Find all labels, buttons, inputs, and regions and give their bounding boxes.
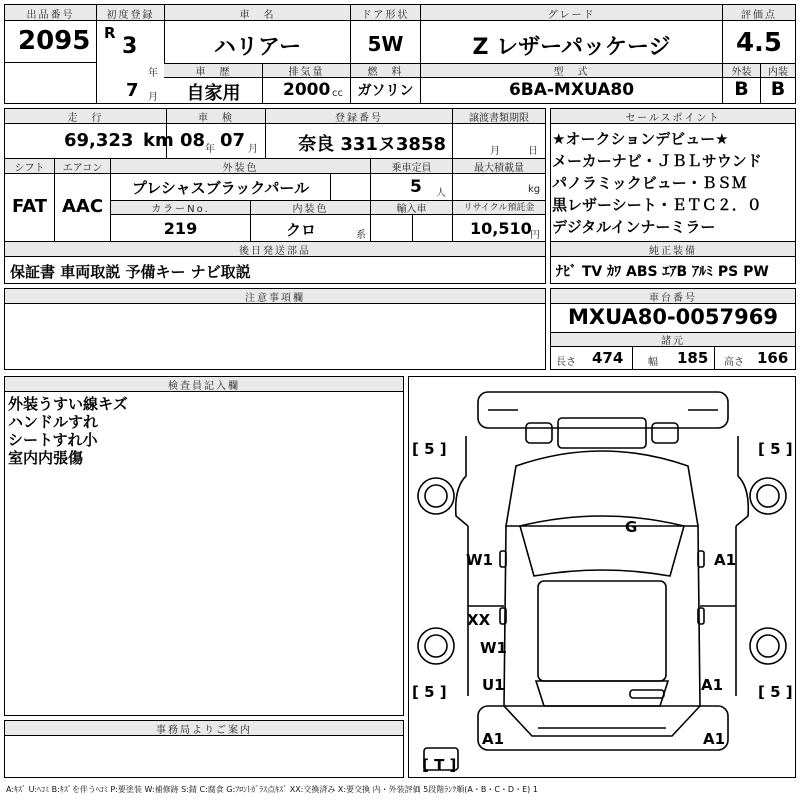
tire-fr-rating: [ 5 ] [758,440,793,458]
damage-code: A1 [701,676,724,694]
chassis-label: 車台番号 [649,293,697,304]
history: 自家用 [186,83,241,104]
height: 166 [757,349,789,367]
load-label: 最大積載量 [474,163,524,174]
grade-label: グレード [547,10,596,21]
ext-grade: B [734,78,749,100]
mileage-label: 走 行 [67,113,104,124]
damage-code: XX [467,611,491,629]
tire-rl-rating: [ 5 ] [412,683,447,701]
length: 474 [592,349,624,367]
history-label: 車 歴 [195,67,232,78]
lot-label: 出品番号 [26,10,75,21]
mileage-unit: km [143,130,174,151]
month-unit: 月 [148,92,158,103]
fuel-label: 燃 料 [367,67,404,78]
era: R [104,24,116,42]
damage-code: W1 [466,551,493,569]
damage-code: A1 [482,730,505,748]
height-label: 高さ [724,357,744,368]
width-label: 幅 [648,357,658,368]
int-label: 内装 [768,67,788,78]
mileage: 69,323 [64,130,134,151]
model: 6BA-MXUA80 [508,80,635,100]
transfer-month-unit: 月 [490,146,500,157]
notes-label: 注意事項欄 [245,293,305,304]
door-label: ドア形状 [361,10,410,21]
car-name: ハリアー [213,35,302,60]
tire-fl-rating: [ 5 ] [412,440,447,458]
reg-label: 登録番号 [335,113,383,124]
office-label: 事務局よりご案内 [156,725,252,736]
int-grade: B [770,78,786,100]
selling-item: ★オークションデビュー★ [552,130,729,148]
spec-label: 諸元 [661,336,685,347]
ac-label: エアコン [62,163,103,174]
car-diagram [408,376,796,778]
capacity: 5 [410,177,422,197]
selling-list [552,128,794,238]
year-unit: 年 [148,68,158,79]
score-label: 評価点 [741,10,777,21]
model-label: 型 式 [553,67,590,78]
inspector-note: シートすれ小 [8,431,98,449]
color-label: 外装色 [222,163,259,174]
inspector-note: ハンドルすれ [8,413,99,431]
legend: A:ｷｽﾞ U:ﾍｺﾐ B:ｷｽﾞを伴うﾍｺﾐ P:要塗装 W:補修跡 S:錆 C:腐食 G:ﾌﾛﾝﾄｶﾞﾗｽ点ｷｽﾞ XX:交換済み X:要交換 内・外装評価 5段階ﾗﾝｸ順(A・B・C・D・E) 1 [6,785,538,794]
length-label: 長さ [556,357,576,368]
score: 4.5 [735,28,783,58]
disp-label: 排気量 [288,67,325,78]
grade: Z レザーパッケージ [472,35,671,60]
color-no: 219 [163,219,198,238]
shift-label: シフト [14,163,45,174]
lot-number: 2095 [18,26,91,56]
fuel: ガソリン [357,83,414,99]
equipment: ﾅﾋﾞ TV ｶﾜ ABS ｴｱB ｱﾙﾐ PS PW [556,264,769,280]
reg-year: 3 [122,34,138,59]
inspect-month-unit: 月 [248,144,258,155]
reg-number: 奈良 331ヌ3858 [298,134,446,155]
first-reg-label: 初度登録 [106,10,155,21]
selling-item: 黒レザーシート・ＥＴＣ２．０ [552,196,762,214]
later-parts: 保証書 車両取説 予備キー ナビ取説 [10,263,251,281]
damage-code: W1 [480,639,507,657]
equip-label: 純正装備 [649,246,697,257]
inspect-month: 07 [220,130,246,151]
inspect-label: 車 検 [198,113,234,124]
ext-label: 外装 [731,67,752,78]
tire-rr-rating: [ 5 ] [758,683,793,701]
inspect-year-unit: 年 [205,144,215,155]
interior-label: 内装色 [292,204,329,215]
inspector-note: 外装うすい線キズ [8,395,128,413]
recycle-label: リサイクル預託金 [463,203,535,213]
inspector-notes [8,395,128,467]
inspect-year: 08 [180,130,206,151]
capacity-unit: 人 [436,188,446,199]
displacement: 2000 [283,80,331,100]
recycle: 10,510 [470,219,532,238]
transfer-label: 譲渡書類期限 [469,113,529,124]
load-unit: kg [528,184,541,195]
later-label: 後日発送部品 [239,246,311,257]
selling-label: セールスポイント [625,113,721,124]
ac: AAC [61,196,104,217]
selling-item: メーカーナビ・ＪＢＬサウンド [552,152,762,170]
damage-code: A1 [714,551,737,569]
interior-unit: 系 [356,230,366,241]
damage-code: U1 [482,676,505,694]
interior: クロ [285,221,316,239]
selling-item: デジタルインナーミラー [552,218,716,236]
name-label: 車 名 [239,10,276,21]
color: プレシャスブラックパール [131,179,310,197]
reg-month: 7 [126,80,139,101]
chassis-number: MXUA80-0057969 [568,305,778,329]
color-no-label: カラーNo. [151,204,210,215]
recycle-unit: 円 [530,230,540,241]
door-type: 5W [367,32,404,56]
selling-item: パノラミックビュー・ＢＳＭ [552,174,747,192]
shift: FAT [11,196,48,217]
transfer-day-unit: 日 [528,146,538,157]
capacity-label: 乗車定員 [391,163,432,174]
damage-code: A1 [703,730,726,748]
import-label: 輸入車 [396,204,427,215]
width: 185 [677,349,709,367]
inspector-label: 検査員記入欄 [168,381,240,392]
inspector-note: 室内内張傷 [8,449,84,467]
spare-tire-rating: [ T ] [422,756,457,774]
damage-code: G [625,518,638,536]
disp-unit: cc [332,88,343,99]
